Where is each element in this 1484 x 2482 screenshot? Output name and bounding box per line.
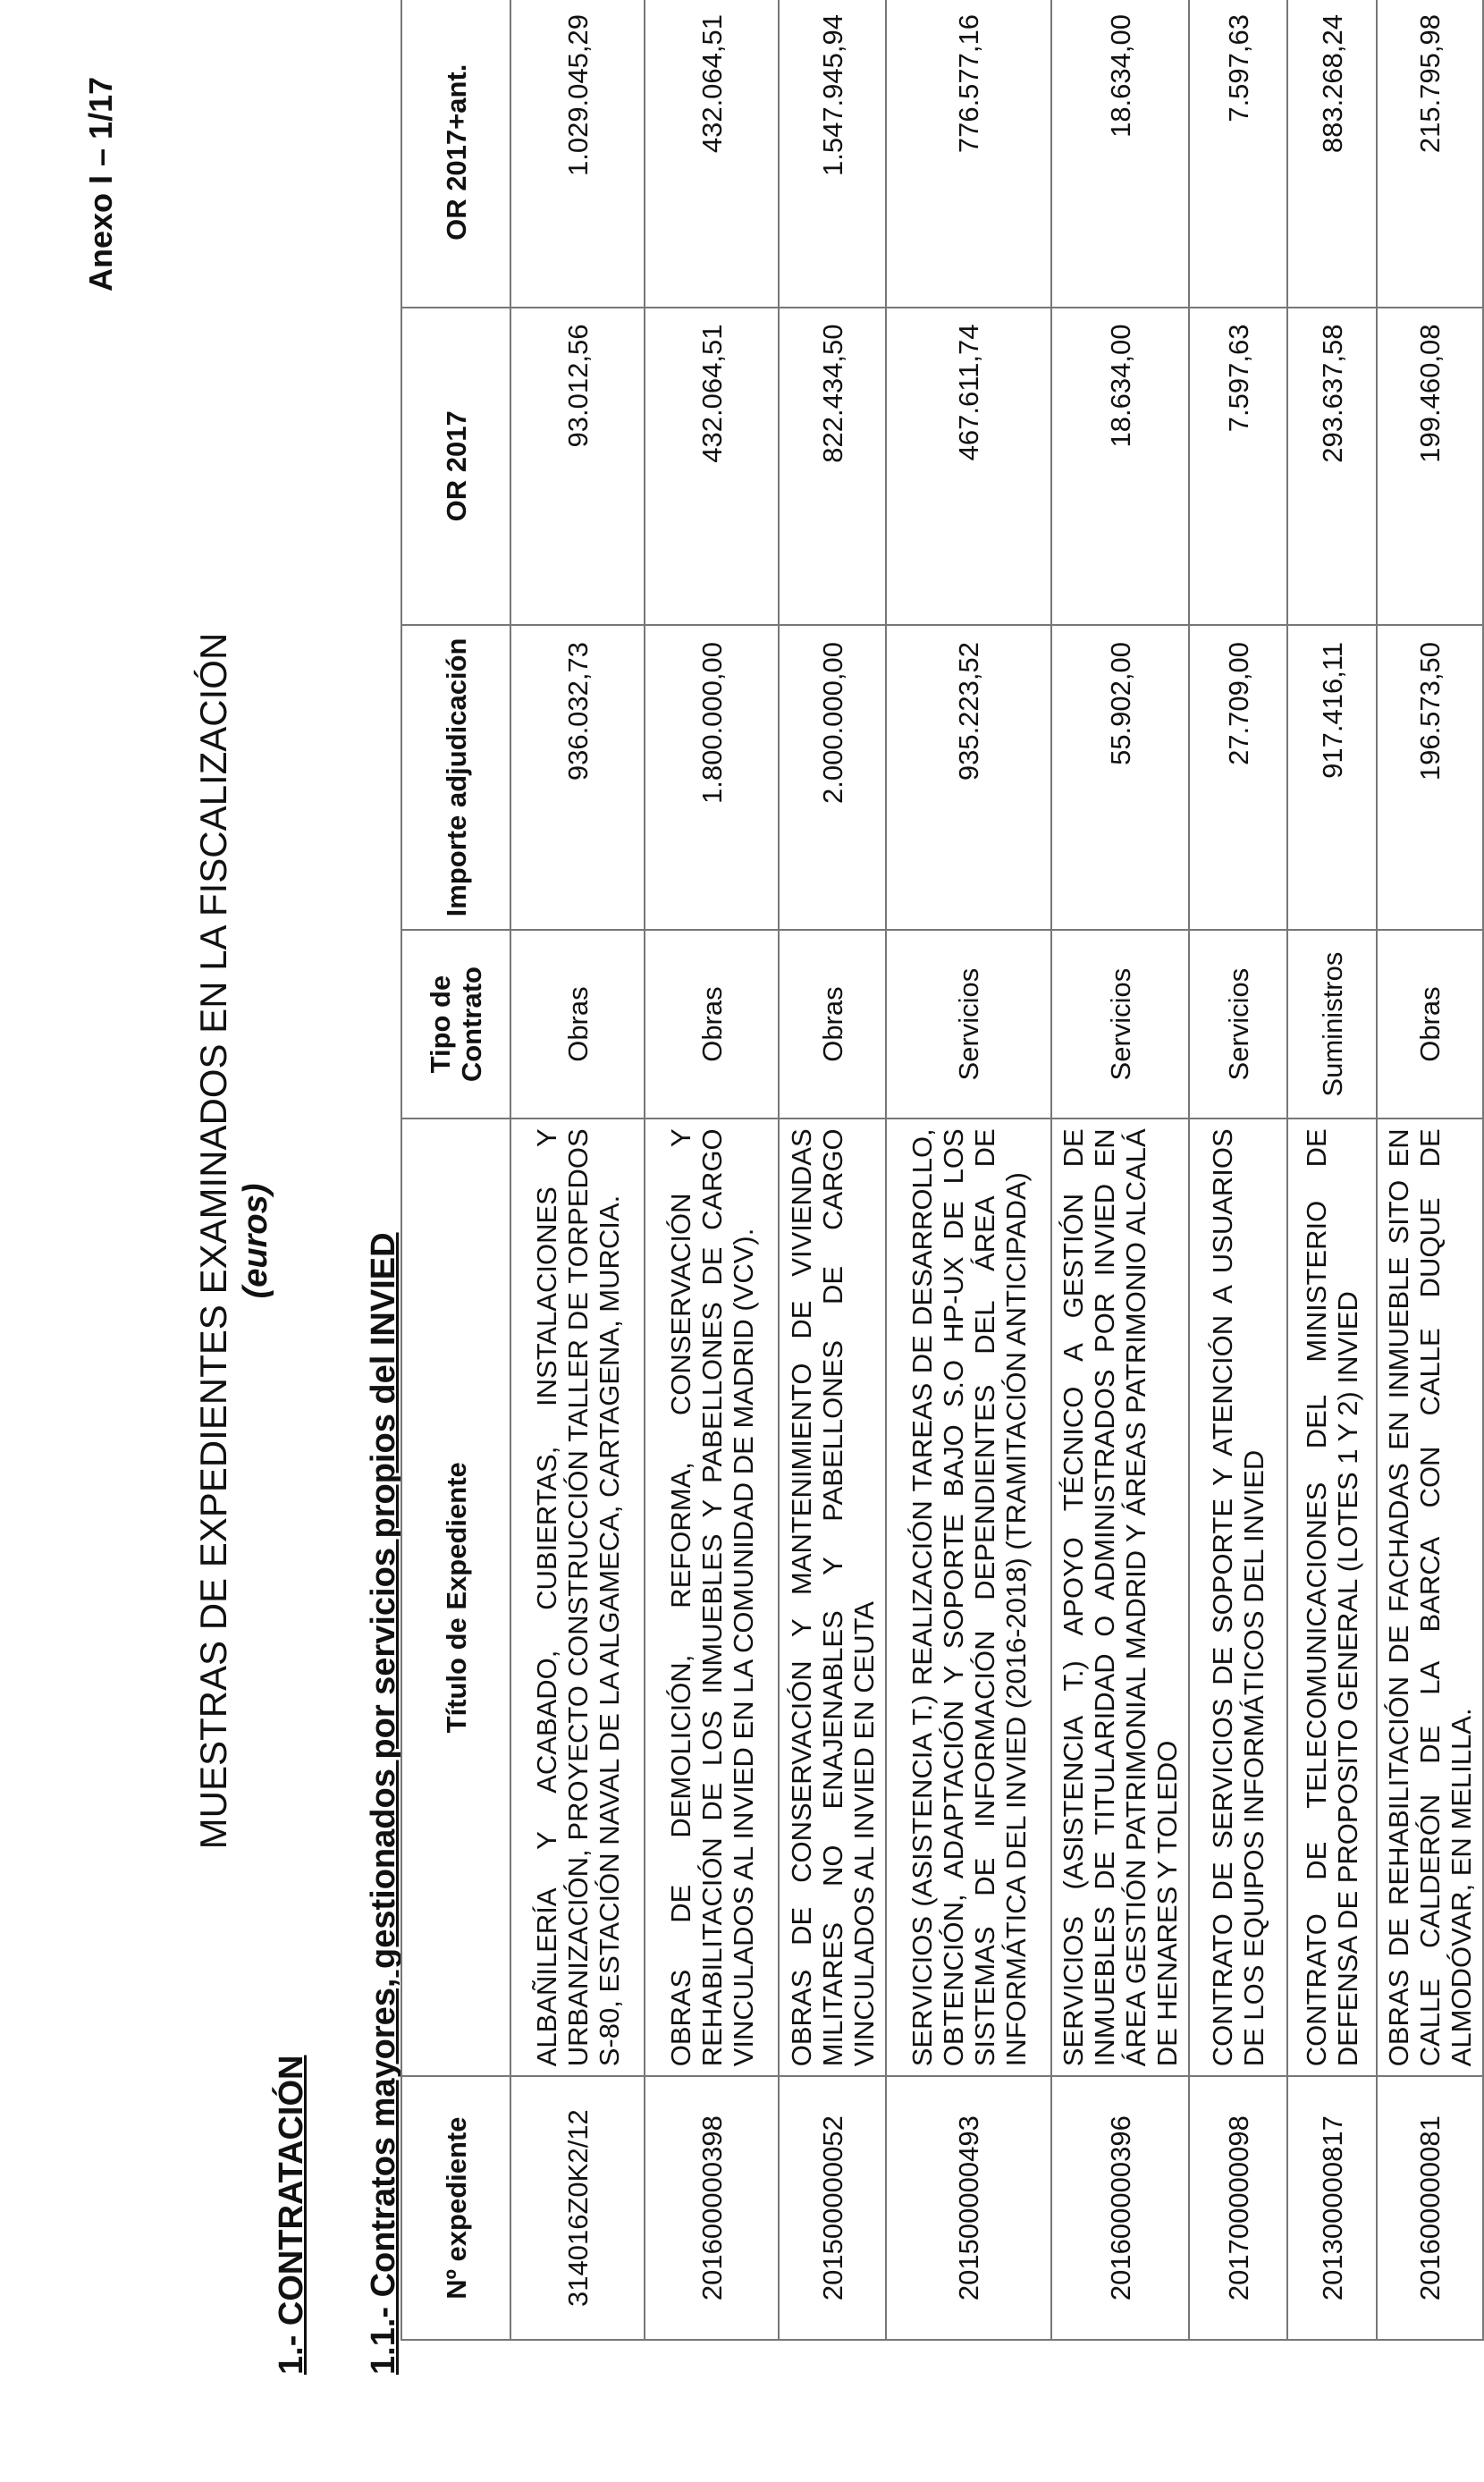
column-header: Tipo de Contrato <box>401 930 510 1119</box>
or-2017-ant: 215.795,98 <box>1377 0 1483 308</box>
expediente-title: SERVICIOS (ASISTENCIA T.) REALIZACIÓN TAREAS DE DESARROLLO, OBTENCIÓN, ADAPTACIÓN Y SOPORTE BAJO S.O HP-UX DE LOS SISTEMAS DE INFORMACIÓN DEPENDIENTES DEL ÁREA DE INFORMÁTICA DEL INVIED (2016-2018) (TRAMITACIÓN ANTICIPADA) <box>886 1119 1051 2076</box>
column-header: OR 2017+ant. <box>401 0 510 308</box>
expediente-number: 201600000396 <box>1051 2076 1189 2340</box>
expediente-number: 201700000098 <box>1189 2076 1287 2340</box>
table-row <box>1189 0 1287 2340</box>
award-amount: 55.902,00 <box>1051 625 1189 930</box>
expediente-title: OBRAS DE REHABILITACIÓN DE FACHADAS EN INMUEBLE SITO EN CALLE CALDERÓN DE LA BARCA CON CALLE DUQUE DE ALMODÓVAR, EN MELILLA. <box>1377 1119 1483 2076</box>
table-header-row <box>401 0 510 2340</box>
expediente-title: CONTRATO DE TELECOMUNICACIONES DEL MINISTERIO DE DEFENSA DE PROPOSITO GENERAL (LOTES 1 Y 2) INVIED <box>1287 1119 1377 2076</box>
contract-type: Servicios <box>886 930 1051 1119</box>
award-amount: 1.800.000,00 <box>645 625 779 930</box>
or-2017: 199.460,08 <box>1377 308 1483 625</box>
table-row <box>1287 0 1377 2340</box>
expediente-title: ALBAÑILERÍA Y ACABADO, CUBIERTAS, INSTALACIONES Y URBANIZACIÓN, PROYECTO CONSTRUCCIÓN TALLER DE TORPEDOS S-80, ESTACIÓN NAVAL DE LA ALGAMECA, CARTAGENA, MURCIA. <box>510 1119 645 2076</box>
award-amount: 936.032,73 <box>510 625 645 930</box>
or-2017-ant: 1.029.045,29 <box>510 0 645 308</box>
or-2017: 293.637,58 <box>1287 308 1377 625</box>
expediente-title: OBRAS DE CONSERVACIÓN Y MANTENIMIENTO DE VIVIENDAS MILITARES NO ENAJENABLES Y PABELLONES DE CARGO VINCULADOS AL INVIED EN CEUTA <box>779 1119 886 2076</box>
or-2017-ant: 432.064,51 <box>645 0 779 308</box>
annex-label: Anexo I – 1/17 <box>82 76 119 291</box>
expediente-title: CONTRATO DE SERVICIOS DE SOPORTE Y ATENCIÓN A USUARIOS DE LOS EQUIPOS INFORMÁTICOS DEL INVIED <box>1189 1119 1287 2076</box>
expediente-title: OBRAS DE DEMOLICIÓN, REFORMA, CONSERVACIÓN Y REHABILITACIÓN DE LOS INMUEBLES Y PABELLONES DE CARGO VINCULADOS AL INVIED EN LA COMUNIDAD DE MADRID (VCV). <box>645 1119 779 2076</box>
or-2017: 93.012,56 <box>510 308 645 625</box>
or-2017: 432.064,51 <box>645 308 779 625</box>
or-2017-ant: 18.634,00 <box>1051 0 1189 308</box>
or-2017: 7.597,63 <box>1189 308 1287 625</box>
expediente-number: 201500000052 <box>779 2076 886 2340</box>
expediente-number: 201600000398 <box>645 2076 779 2340</box>
contract-type: Obras <box>510 930 645 1119</box>
column-header: Título de Expediente <box>401 1119 510 2076</box>
table-row <box>1051 0 1189 2340</box>
column-header: Importe adjudicación <box>401 625 510 930</box>
or-2017: 18.634,00 <box>1051 308 1189 625</box>
or-2017: 822.434,50 <box>779 308 886 625</box>
expediente-number: 201500000493 <box>886 2076 1051 2340</box>
contracts-table <box>401 0 1484 2341</box>
subsection-heading: 1.1.- Contratos mayores, gestionados por servicios propios del INVIED <box>365 1232 402 2375</box>
contract-type: Obras <box>779 930 886 1119</box>
page-title: MUESTRAS DE EXPEDIENTES EXAMINADOS EN LA FISCALIZACIÓN <box>192 632 234 1850</box>
contract-type: Servicios <box>1051 930 1189 1119</box>
table-row <box>510 0 645 2340</box>
contract-type: Obras <box>1377 930 1483 1119</box>
table-row <box>1377 0 1483 2340</box>
award-amount: 935.223,52 <box>886 625 1051 930</box>
award-amount: 196.573,50 <box>1377 625 1483 930</box>
expediente-title: SERVICIOS (ASISTENCIA T.) APOYO TÉCNICO A GESTIÓN DE INMUEBLES DE TITULARIDAD O ADMINISTRADOS POR INVIED EN ÁREA GESTIÓN PATRIMONIAL MADRID Y ÁREAS PATRIMONIO ALCALÁ DE HENARES Y TOLEDO <box>1051 1119 1189 2076</box>
or-2017-ant: 7.597,63 <box>1189 0 1287 308</box>
contract-type: Suministros <box>1287 930 1377 1119</box>
column-header: Nº expediente <box>401 2076 510 2340</box>
table-row <box>779 0 886 2340</box>
or-2017-ant: 1.547.945,94 <box>779 0 886 308</box>
section-heading: 1.- CONTRATACIÓN <box>273 2055 310 2375</box>
table-row <box>886 0 1051 2340</box>
award-amount: 917.416,11 <box>1287 625 1377 930</box>
table-row <box>645 0 779 2340</box>
page-subtitle: (euros) <box>237 1183 274 1299</box>
or-2017: 467.611,74 <box>886 308 1051 625</box>
award-amount: 27.709,00 <box>1189 625 1287 930</box>
or-2017-ant: 776.577,16 <box>886 0 1051 308</box>
contract-type: Servicios <box>1189 930 1287 1119</box>
contract-type: Obras <box>645 930 779 1119</box>
expediente-number: 201600000081 <box>1377 2076 1483 2340</box>
or-2017-ant: 883.268,24 <box>1287 0 1377 308</box>
expediente-number: 201300000817 <box>1287 2076 1377 2340</box>
expediente-number: 314016Z0K2/12 <box>510 2076 645 2340</box>
column-header: OR 2017 <box>401 308 510 625</box>
award-amount: 2.000.000,00 <box>779 625 886 930</box>
